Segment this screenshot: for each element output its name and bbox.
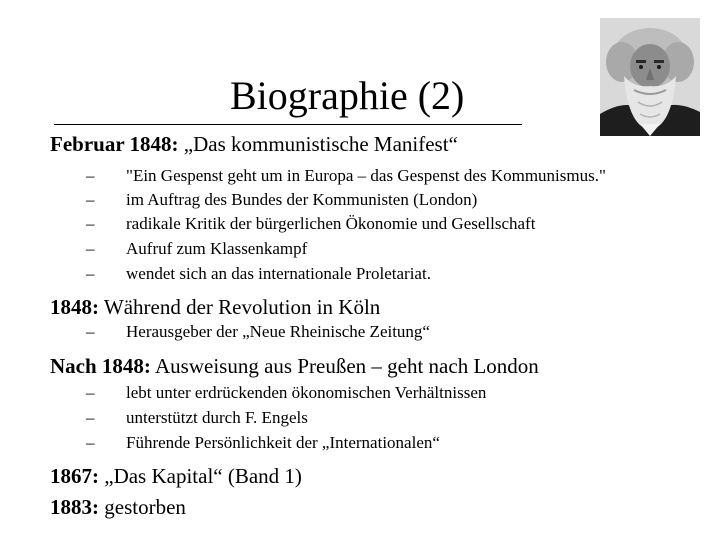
section-heading-london (50, 353, 539, 379)
section-text: „Das kommunistische Manifest“ (178, 132, 458, 156)
list-item: – im Auftrag des Bundes der Kommunisten (London) (86, 190, 478, 209)
bullet-dash: – (86, 433, 95, 452)
bullet-dash: – (86, 166, 95, 185)
section-date: Februar 1848: (50, 132, 179, 156)
section-date: 1848: (50, 295, 99, 319)
bullet-dash: – (86, 214, 95, 233)
bullet-dash: – (86, 322, 95, 341)
section-heading-revolution (50, 294, 380, 320)
section-heading-kapital (50, 463, 302, 489)
section-text: Ausweisung aus Preußen – geht nach London (150, 354, 539, 378)
bullet-dash: – (86, 383, 95, 402)
bullet-dash: – (86, 408, 95, 427)
section-text: Während der Revolution in Köln (99, 295, 381, 319)
list-item: – wendet sich an das internationale Proletariat. (86, 264, 431, 283)
section-text: gestorben (99, 495, 186, 519)
list-item: – Aufruf zum Klassenkampf (86, 239, 308, 258)
bullet-dash: – (86, 239, 95, 258)
list-item: – lebt unter erdrückenden ökonomischen Verhältnissen (86, 383, 487, 402)
list-item: – "Ein Gespenst geht um in Europa – das Gespenst des Kommunismus." (86, 166, 606, 185)
section-heading-manifest (50, 131, 458, 157)
section-date: 1867: (50, 464, 99, 488)
bullet-dash: – (86, 190, 95, 209)
section-date: 1883: (50, 495, 99, 519)
list-item: – Herausgeber der „Neue Rheinische Zeitung“ (86, 322, 430, 341)
list-item: – unterstützt durch F. Engels (86, 408, 308, 427)
bullet-dash: – (86, 264, 95, 283)
section-date: Nach 1848: (50, 354, 151, 378)
section-text: „Das Kapital“ (Band 1) (99, 464, 302, 488)
section-heading-death (50, 494, 186, 520)
list-item: – radikale Kritik der bürgerlichen Ökonomie und Gesellschaft (86, 214, 536, 233)
list-item: – Führende Persönlichkeit der „Internationalen“ (86, 433, 440, 452)
slide-title: Biographie (2) (230, 73, 465, 118)
